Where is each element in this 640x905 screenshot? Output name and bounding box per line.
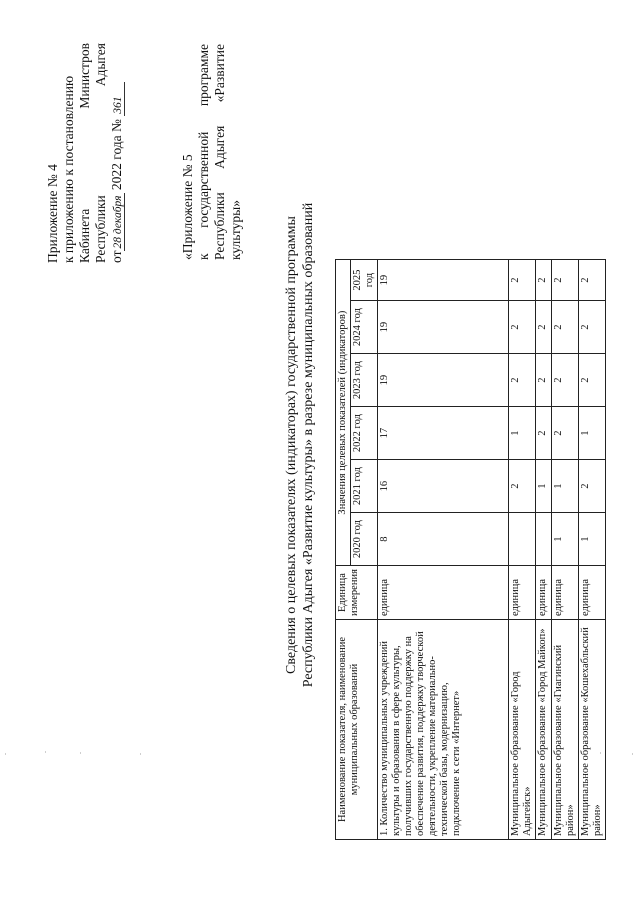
indicators-table — [335, 259, 606, 840]
row-name: Муниципальное образование «Кошехабльский район» — [579, 620, 606, 840]
document-number: 361 — [112, 82, 125, 116]
appendix-4-title: Приложение № 4 — [45, 164, 60, 263]
row-value: 17 — [378, 407, 509, 460]
row-value: 1 — [579, 513, 606, 566]
row-value: 2 — [552, 407, 579, 460]
appendix-5-line2 — [196, 44, 212, 260]
appendix-5-line2-w2: государственной — [196, 131, 211, 228]
row-value: 1 — [536, 460, 552, 513]
row-value: 2 — [579, 354, 606, 407]
row-name: Муниципальное образование «Город Майкоп» — [536, 620, 552, 840]
appendix-5-line3-w1: Республики — [212, 192, 227, 260]
row-value: 2 — [536, 301, 552, 354]
row-value: 19 — [378, 301, 509, 354]
row-value: 1 — [552, 460, 579, 513]
appendix-5-line2-w1: к — [196, 253, 211, 260]
appendix-5-line3-w3: «Развитие — [212, 44, 227, 103]
row-value: 1 — [552, 513, 579, 566]
date-year: 2022 года № — [109, 119, 124, 191]
appendix-4-header — [45, 43, 125, 263]
header-year-2025: 2025 год — [351, 260, 378, 301]
row-unit: единица — [378, 566, 509, 620]
row-value: 2 — [552, 354, 579, 407]
appendix-4-line3 — [77, 43, 93, 263]
row-value: 2 — [579, 460, 606, 513]
appendix-5-line4: культуры» — [228, 200, 243, 260]
row-unit: единица — [579, 566, 606, 620]
appendix-4-date-line — [109, 43, 125, 263]
header-year-2022: 2022 год — [351, 407, 378, 460]
row-value — [536, 513, 552, 566]
appendix-5-line2-w3: программе — [196, 44, 211, 107]
row-value: 8 — [378, 513, 509, 566]
appendix-4-line4 — [93, 43, 109, 263]
table-header-row — [336, 260, 351, 840]
row-value: 2 — [552, 260, 579, 301]
row-value: 2 — [536, 407, 552, 460]
appendix-4-line4-left: Республики — [93, 195, 108, 263]
header-values-group: Значения целевых показателей (индикаторов) — [336, 260, 351, 566]
row-value: 2 — [536, 260, 552, 301]
appendix-4-line3-left: Кабинета — [77, 208, 92, 263]
row-value: 2 — [509, 301, 536, 354]
row-value: 1 — [579, 407, 606, 460]
row-name: Муниципальное образование «Город Адыгейск» — [509, 620, 536, 840]
header-name: Наименование показателя, наименование муниципальных образований — [336, 620, 378, 840]
table-row — [552, 260, 579, 840]
row-unit: единица — [552, 566, 579, 620]
row-value: 19 — [378, 260, 509, 301]
row-value: 1 — [509, 407, 536, 460]
row-value: 2 — [509, 354, 536, 407]
row-value: 16 — [378, 460, 509, 513]
row-value: 2 — [509, 260, 536, 301]
header-year-2020: 2020 год — [351, 513, 378, 566]
table-row — [579, 260, 606, 840]
table-row — [378, 260, 509, 840]
row-value: 2 — [509, 460, 536, 513]
title-line-1: Сведения о целевых показателях (индикаторах) государственной программы — [284, 216, 299, 674]
appendix-5-title: «Приложение № 5 — [180, 154, 195, 260]
document-title — [283, 25, 317, 865]
appendix-5-line3-w2: Адыгея — [212, 125, 227, 169]
row-name: Муниципальное образование «Гиагинский район» — [552, 620, 579, 840]
row-unit: единица — [509, 566, 536, 620]
row-value: 2 — [579, 260, 606, 301]
header-unit: Единица измерения — [336, 566, 378, 620]
table-row — [509, 260, 536, 840]
row-name: 1. Количество муниципальных учреждений культуры и образования в сфере культуры, получивших государственную поддержку на обеспечение развития, поддержку творческой деятельности, укрепление материально-технической базы, модернизацию, подключение к сети «Интернет» — [378, 620, 509, 840]
appendix-4-line2: к приложению к постановлению — [61, 75, 76, 263]
table-row — [536, 260, 552, 840]
row-value — [509, 513, 536, 566]
title-line-2: Республики Адыгея «Развитие культуры» в разрезе муниципальных образований — [301, 202, 316, 688]
appendix-4-line3-right: Министров — [77, 43, 92, 109]
row-value: 2 — [579, 301, 606, 354]
appendix-4-line4-right: Адыгея — [93, 43, 108, 87]
appendix-5-line3 — [212, 44, 228, 260]
header-year-2021: 2021 год — [351, 460, 378, 513]
row-value: 19 — [378, 354, 509, 407]
row-value: 2 — [536, 354, 552, 407]
row-value: 2 — [552, 301, 579, 354]
header-year-2024: 2024 год — [351, 301, 378, 354]
date-prefix: от — [109, 250, 124, 263]
header-year-2023: 2023 год — [351, 354, 378, 407]
date-day-month: 28 декабря — [112, 195, 124, 249]
row-unit: единица — [536, 566, 552, 620]
appendix-5-header — [180, 44, 244, 260]
